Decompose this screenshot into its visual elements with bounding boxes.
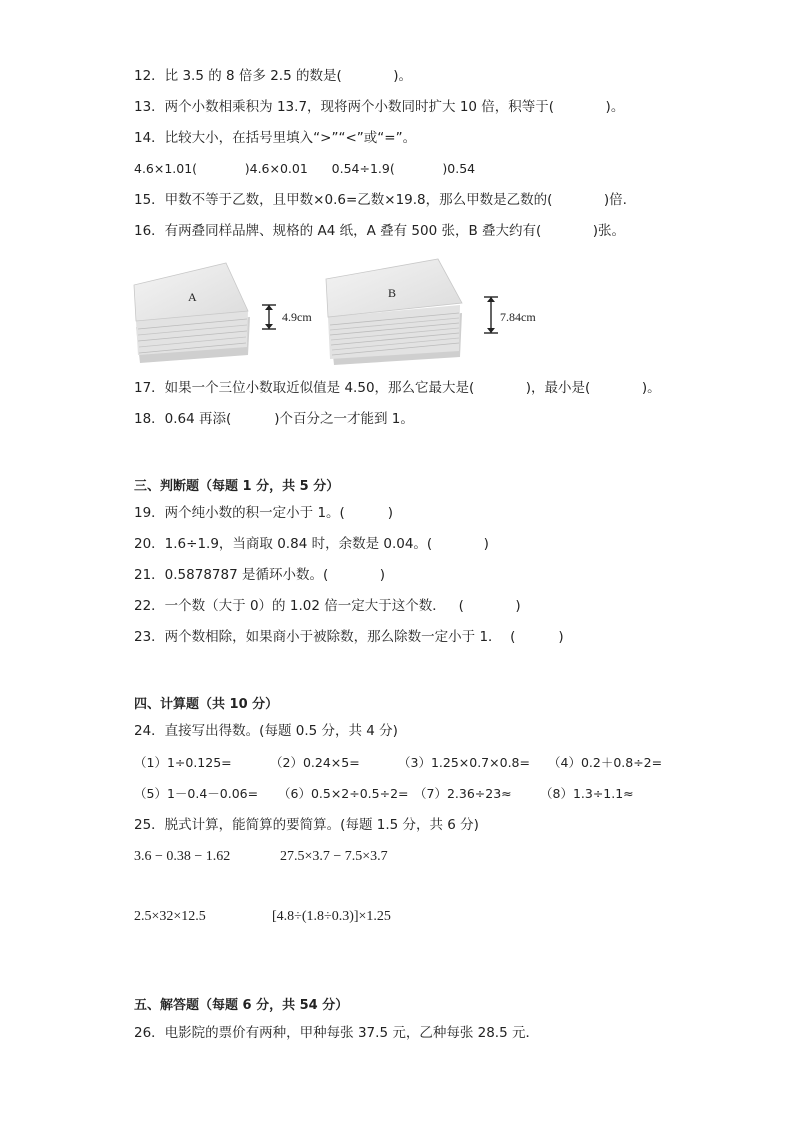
q24-item-6: （6）0.5×2÷0.5÷2= [278, 786, 409, 801]
q17: 17．如果一个三位小数取近似值是 4.50，那么它最大是( )，最小是( )。 [134, 380, 661, 396]
stack-b-label: B [388, 286, 397, 300]
q23: 23．两个数相除，如果商小于被除数，那么除数一定小于 1． ( ) [134, 629, 564, 645]
q15: 15．甲数不等于乙数，且甲数×0.6=乙数×19.8，那么甲数是乙数的( )倍. [134, 192, 627, 208]
section4-title: 四、计算题（共 10 分） [134, 697, 279, 712]
section3-title: 三、判断题（每题 1 分，共 5 分） [134, 479, 340, 494]
section5-title: 五、解答题（每题 6 分，共 54 分） [134, 998, 349, 1013]
q20: 20．1.6÷1.9，当商取 0.84 时，余数是 0.04。( ) [134, 536, 489, 552]
paper-stacks-figure [130, 255, 560, 370]
q24-item-1: （1）1÷0.125= [134, 755, 232, 770]
paper-stack-a [134, 263, 250, 363]
calc-4: [4.8÷(1.8÷0.3)]×1.25 [272, 909, 391, 924]
q24-item-5: （5）1－0.4－0.06= [134, 786, 259, 801]
q22: 22．一个数（大于 0）的 1.02 倍一定大于这个数． ( ) [134, 598, 521, 614]
q25: 25．脱式计算，能简算的要简算。(每题 1.5 分，共 6 分) [134, 817, 479, 833]
q24: 24．直接写出得数。(每题 0.5 分，共 4 分) [134, 723, 398, 739]
q24-item-2: （2）0.24×5= [270, 755, 360, 770]
q12: 12．比 3.5 的 8 倍多 2.5 的数是( )。 [134, 68, 412, 84]
q16: 16．有两叠同样品牌、规格的 A4 纸，A 叠有 500 张，B 叠大约有( )张。 [134, 223, 626, 239]
q21: 21．0.5878787 是循环小数。( ) [134, 567, 386, 583]
q19: 19．两个纯小数的积一定小于 1。( ) [134, 505, 394, 521]
height-label-a: 4.9cm [282, 310, 312, 324]
q24-item-4: （4）0.2＋0.8÷2= [548, 755, 663, 770]
q18: 18．0.64 再添( )个百分之一才能到 1。 [134, 411, 414, 427]
calc-2: 27.5×3.7 − 7.5×3.7 [280, 849, 388, 864]
height-marker-b [484, 297, 498, 333]
q13: 13．两个小数相乘积为 13.7，现将两个小数同时扩大 10 倍，积等于( )。 [134, 99, 625, 115]
q14: 14．比较大小，在括号里填入“>”“<”或“=”。 [134, 130, 417, 146]
q24-item-8: （8）1.3÷1.1≈ [540, 786, 634, 801]
q24-item-7: （7）2.36÷23≈ [414, 786, 512, 801]
height-label-b: 7.84cm [500, 310, 536, 324]
height-marker-a [262, 305, 276, 329]
q26: 26．电影院的票价有两种，甲种每张 37.5 元，乙种每张 28.5 元． [134, 1025, 539, 1041]
calc-3: 2.5×32×12.5 [134, 909, 206, 924]
q14-compare: 4.6×1.01( )4.6×0.01 0.54÷1.9( )0.54 [134, 161, 476, 176]
calc-1: 3.6 − 0.38 − 1.62 [134, 849, 231, 864]
paper-stack-b [326, 259, 462, 365]
q24-item-3: （3）1.25×0.7×0.8= [398, 755, 530, 770]
stack-a-label: A [188, 290, 197, 304]
